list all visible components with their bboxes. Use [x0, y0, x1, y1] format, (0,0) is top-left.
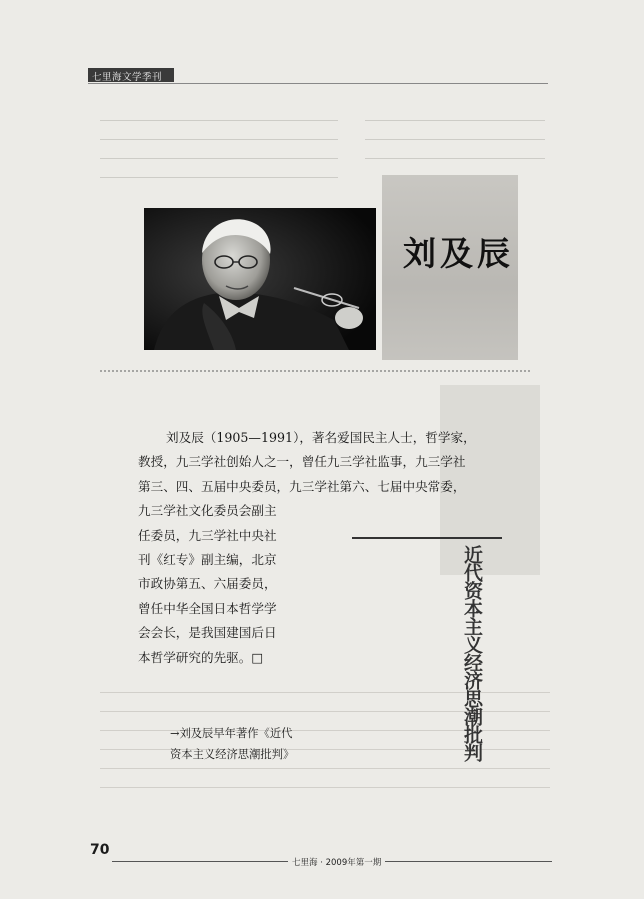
caption-line: →刘及辰早年著作《近代 [170, 727, 293, 740]
bleed-through-text-right [365, 108, 545, 168]
body-line: 任委员，九三学社中央社 [138, 527, 277, 543]
article-body [138, 426, 490, 670]
body-line: 九三学社文化委员会副主 [138, 503, 277, 519]
body-line: 曾任中华全国日本哲学学 [138, 600, 277, 616]
book-cover-title: 近代资本主义经济思潮批判 [461, 545, 483, 761]
body-line: 刘及辰（1905—1991），著名爱国民主人士，哲学家， [166, 430, 476, 445]
caption-line: 资本主义经济思潮批判》 [170, 748, 295, 761]
bleed-through-text-left [100, 108, 338, 198]
portrait-illustration [144, 208, 376, 350]
header-divider [88, 83, 548, 84]
body-line: 刊《红专》副主编，北京 [138, 552, 277, 568]
page-number: 70 [90, 842, 110, 858]
body-line: 市政协第五、六届委员， [138, 576, 277, 592]
magazine-title: 七里海文学季刊 [92, 72, 163, 83]
footer-issue: 七里海 · 2009年第一期 [288, 856, 385, 868]
body-line: 会会长，是我国建国后日 [138, 625, 277, 641]
body-line: 本哲学研究的先驱。□ [138, 649, 264, 665]
dotted-divider [100, 370, 530, 374]
body-line: 教授，九三学社创始人之一，曾任九三学社监事，九三学社 [138, 454, 466, 470]
article-title: 刘及辰 [403, 234, 514, 273]
body-line: 第三、四、五届中央委员，九三学社第六、七届中央常委， [138, 478, 466, 494]
portrait-photo [144, 208, 376, 350]
book-cover-rule [352, 537, 502, 539]
book-caption [170, 723, 294, 765]
